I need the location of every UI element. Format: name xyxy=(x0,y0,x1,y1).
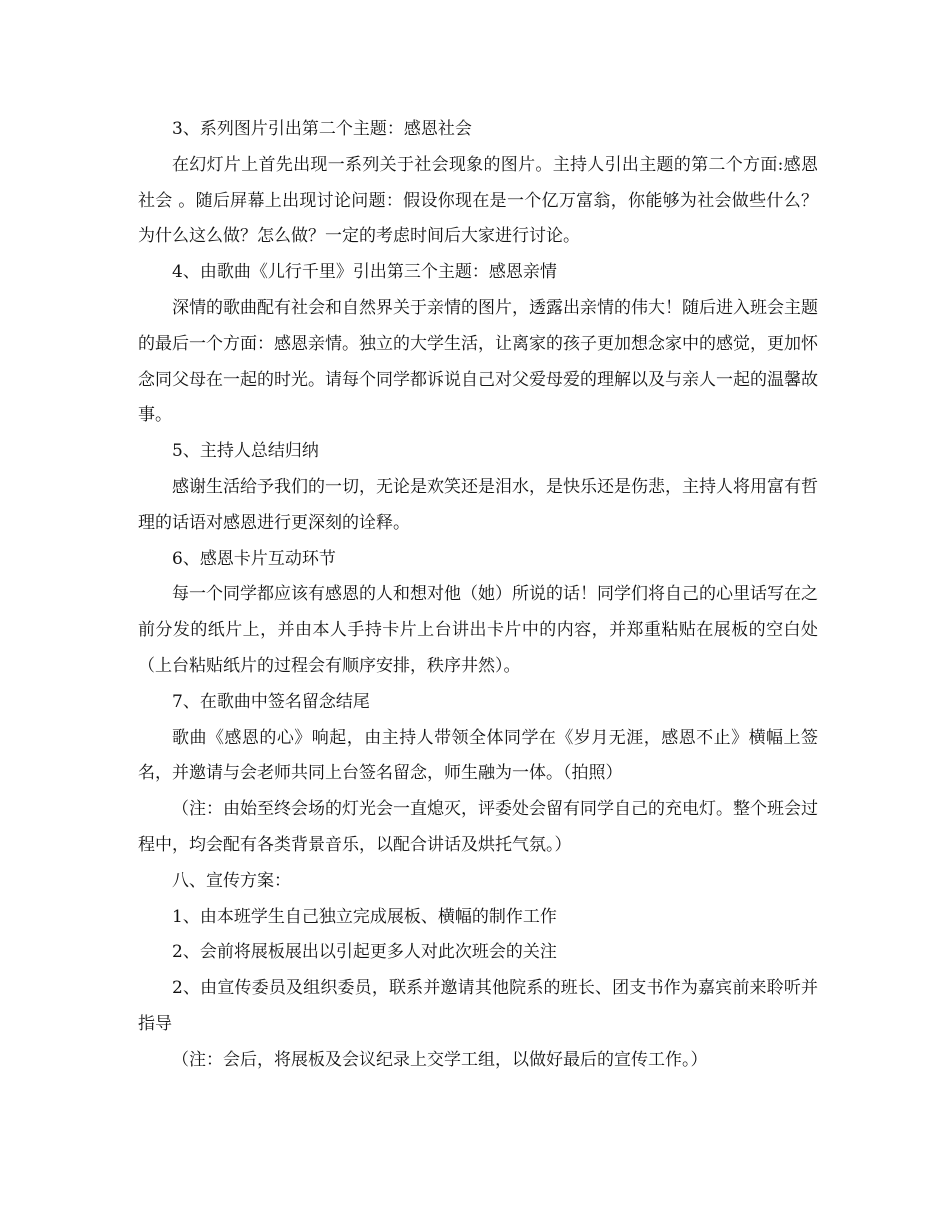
section-heading-7: 7、在歌曲中签名留念结尾 xyxy=(172,691,370,712)
paragraph-society: 在幻灯片上首先出现一系列关于社会现象的图片。主持人引出主题的第二个方面:感恩社会 。随后屏幕上出现讨论问题：假设你现在是一个亿万富翁，你能够为社会做些什么？为什么这么做？怎么做？一定的考虑时间后大家进行讨论。 xyxy=(138,154,818,247)
section-heading-5: 5、主持人总结归纳 xyxy=(172,441,319,462)
document-page xyxy=(138,112,818,1079)
section-heading-publicity: 八、宣传方案： xyxy=(172,870,291,891)
publicity-item-2: 2、会前将展板展出以引起更多人对此次班会的关注 xyxy=(172,942,557,963)
note-after-meeting: （注：会后，将展板及会议纪录上交学工组，以做好最后的宣传工作。） xyxy=(172,1049,708,1070)
section-heading-3: 3、系列图片引出第二个主题：感恩社会 xyxy=(172,119,472,139)
note-lighting: （注：由始至终会场的灯光会一直熄灭，评委处会留有同学自己的充电灯。整个班会过程中，均会配有各类背景音乐，以配合讲话及烘托气氛。） xyxy=(138,799,818,855)
section-heading-4: 4、由歌曲《儿行千里》引出第三个主题：感恩亲情 xyxy=(172,262,557,283)
paragraph-signing: 歌曲《感恩的心》响起，由主持人带领全体同学在《岁月无涯，感恩不止》横幅上签名，并邀请与会老师共同上台签名留念，师生融为一体。（拍照） xyxy=(138,727,818,784)
paragraph-family: 深情的歌曲配有社会和自然界关于亲情的图片，透露出亲情的伟大！随后进入班会主题的最后一个方面：感恩亲情。独立的大学生活，让离家的孩子更加想念家中的感觉，更加怀念同父母在一起的时光。请每个同学都诉说自己对父爱母爱的理解以及与亲人一起的温馨故事。 xyxy=(138,297,818,426)
paragraph-summary: 感谢生活给予我们的一切，无论是欢笑还是泪水，是快乐还是伤悲，主持人将用富有哲理的话语对感恩进行更深刻的诠释。 xyxy=(138,476,818,533)
section-heading-6: 6、感恩卡片互动环节 xyxy=(172,548,336,569)
publicity-item-1: 1、由本班学生自己独立完成展板、横幅的制作工作 xyxy=(172,906,557,927)
publicity-item-3: 2、由宣传委员及组织委员，联系并邀请其他院系的班长、团支书作为嘉宾前来聆听并指导 xyxy=(138,978,818,1034)
paragraph-cards: 每一个同学都应该有感恩的人和想对他（她）所说的话！同学们将自己的心里话写在之前分发的纸片上，并由本人手持卡片上台讲出卡片中的内容，并郑重粘贴在展板的空白处（上台粘贴纸片的过程会有顺序安排，秩序井然）。 xyxy=(138,584,818,676)
